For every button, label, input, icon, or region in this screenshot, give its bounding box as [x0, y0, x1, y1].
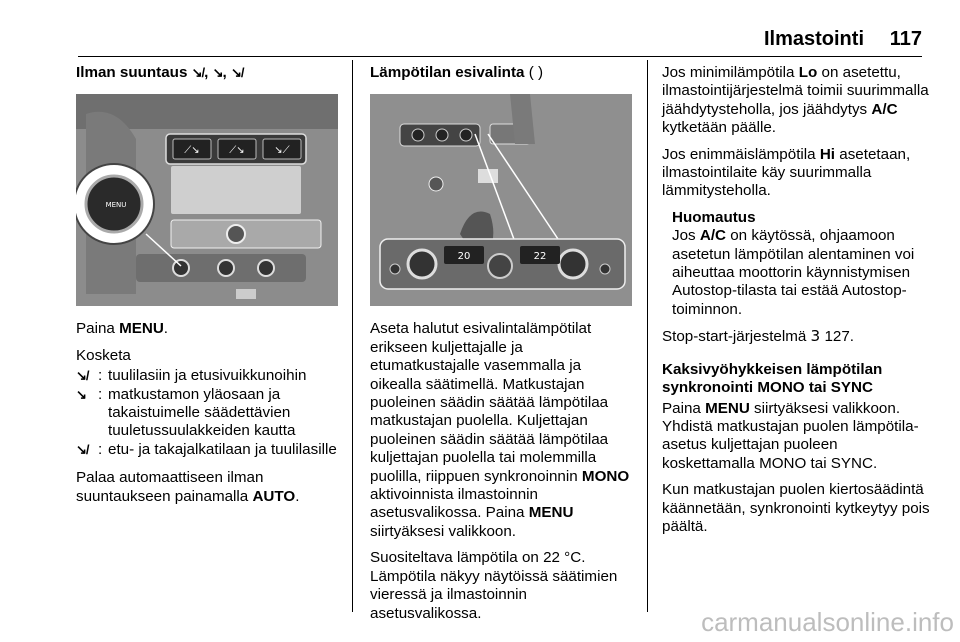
paragraph: Jos enimmäislämpötila Hi asetetaan, ilmastointilaite käy suurimmalla lämmitysteholla.	[662, 145, 911, 200]
section-heading: Ilman suuntaus ↘/, ↘, ↘/	[76, 64, 244, 81]
paragraph: Paina MENU siirtyäksesi valikkoon. Yhdistä matkustajan puolen lämpötila-asetus kuljettajan puoleen koskettamalla MONO tai SYNC.	[662, 399, 919, 472]
vent-label: ⟋↘	[229, 145, 245, 157]
face-vent-icon: ↘	[212, 65, 223, 80]
console-figure	[370, 94, 632, 306]
vent-label: ↘⟋	[274, 145, 290, 157]
paragraph: Jos minimilämpötila Lo on asetettu, ilmastointijärjestelmä toimii suurimmalla jäähdytysteholla, jos jäähdytys A/C kytketään päälle.	[662, 64, 929, 137]
page-title: Ilmastointi	[763, 28, 864, 50]
column-divider	[352, 60, 353, 612]
list-item: ↘/ : etu- ja takajalkatilaan ja tuulilasille	[76, 440, 337, 458]
list-item: ↘ : matkustamon yläosaan ja takaistuimelle säädettävien tuuletussuulakkeiden kautta	[76, 385, 296, 440]
left-temp-display: 20	[457, 251, 471, 263]
page-reference-icon[interactable]: 3	[810, 327, 821, 346]
section-heading: Kaksivyöhykkeisen lämpötilan synkronointi MONO tai SYNC	[662, 360, 883, 397]
paragraph: Kosketa	[76, 346, 131, 364]
column-divider	[647, 60, 648, 612]
paragraph: Palaa automaattiseen ilman suuntaukseen painamalla AUTO.	[76, 469, 300, 505]
feet-vent-icon: ↘/	[76, 441, 89, 457]
paragraph: Aseta halutut esivalintalämpötilat erikseen kuljettajalle ja etumatkustajalle vasemmalla ja oikealla säätimellä. Matkustajan puoleinen säädin säätää lämpötilaa matkustajan puolella. Kuljettajan puoleinen säädin säätää lämpötilaa kuljettajan puolella tai molemmilla puolilla, riippuen synkronoinnin MONO aktivoinnista ilmastoinnin asetusvalikossa. Paina MENU siirtyäksesi valikkoon.	[370, 320, 630, 540]
watermark: carmanualsonline.info	[701, 607, 954, 637]
menu-knob-label: MENU	[105, 201, 127, 210]
temperature-knob-icon: ( )	[528, 64, 544, 81]
section-heading: Lämpötilan esivalinta ( )	[370, 64, 544, 81]
dashboard-illustration	[76, 94, 338, 306]
paragraph: Stop-start-järjestelmä 3 127.	[662, 327, 854, 346]
definition-list	[76, 367, 338, 459]
page-header	[78, 28, 922, 58]
vent-label: ⟋↘	[184, 145, 200, 157]
console-illustration	[370, 94, 632, 306]
feet-vent-icon: ↘/	[230, 65, 244, 80]
note-text: Jos A/C on käytössä, ohjaamoon asetetun lämpötilan alentaminen voi aiheuttaa moottorin käynnistymisen Autostop-tilasta tai estää Autostop-toiminnon.	[672, 227, 915, 318]
list-item: ↘/ : tuulilasiin ja etusivuikkunoihin	[76, 367, 307, 385]
column-air-distribution	[76, 64, 338, 514]
face-vent-icon: ↘	[76, 386, 86, 402]
windshield-feet-icon: ↘/	[76, 368, 89, 384]
note-heading: Huomautus	[672, 208, 756, 226]
column-temperature	[370, 64, 632, 631]
note-box	[662, 209, 930, 319]
page-number: 117	[889, 28, 922, 50]
header-rule	[78, 56, 922, 57]
paragraph: Paina MENU.	[76, 320, 169, 338]
dashboard-figure	[76, 94, 338, 306]
windshield-feet-icon: ↘/	[191, 65, 205, 80]
column-temperature-continued	[662, 64, 930, 544]
paragraph: Suositeltava lämpötila on 22 °C. Lämpötila näkyy näytöissä säätimien vieressä ja ilmastoinnin asetusvalikossa.	[370, 549, 618, 622]
paragraph: Kun matkustajan puolen kiertosäädintä käännetään, synkronointi kytkeytyy pois päältä.	[662, 481, 930, 535]
right-temp-display: 22	[533, 251, 547, 263]
